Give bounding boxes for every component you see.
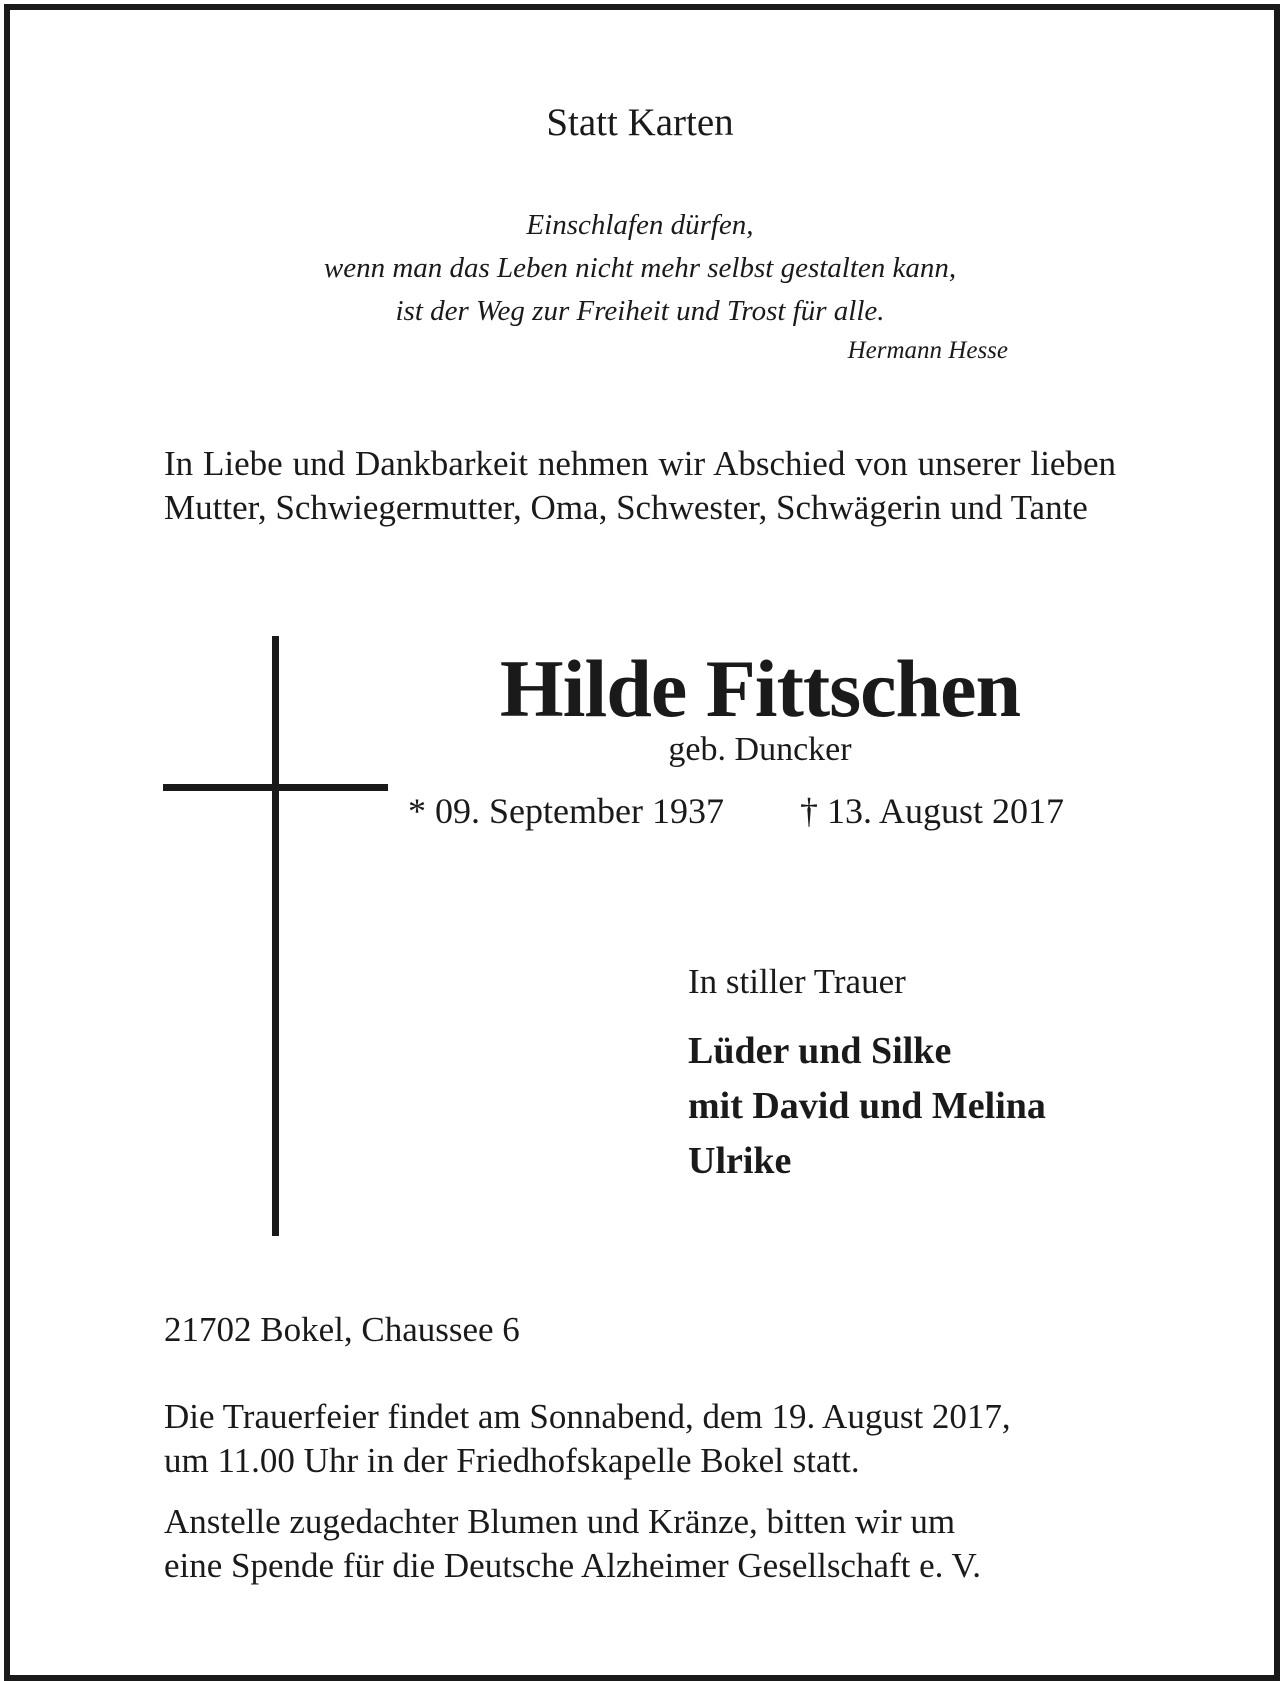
- header-text: Statt Karten: [546, 101, 734, 144]
- poem-line: wenn man das Leben nicht mehr selbst gestalten kann,: [323, 252, 957, 284]
- deceased-name: Hilde Fittschen: [499, 643, 1021, 734]
- poem-author: Hermann Hesse: [847, 337, 1008, 364]
- mourners-list: [688, 1024, 1046, 1189]
- funeral-line: Die Trauerfeier findet am Sonnabend, dem 19. August 2017,: [164, 1397, 1011, 1436]
- poem-line: Einschlafen dürfen,: [526, 209, 754, 241]
- mourning-intro: In stiller Trauer: [688, 962, 906, 1001]
- maiden-name: geb. Duncker: [668, 731, 852, 768]
- donation-info: [164, 1500, 1124, 1588]
- address: 21702 Bokel, Chaussee 6: [164, 1310, 520, 1349]
- death-date: † 13. August 2017: [800, 791, 1065, 831]
- poem: [240, 204, 1040, 333]
- funeral-info: [164, 1395, 1124, 1483]
- poem-line: ist der Weg zur Freiheit und Trost für alle.: [395, 295, 885, 327]
- intro-text: In Liebe und Dankbarkeit nehmen wir Abschied von unserer lieben Mutter, Schwiegermutter, Oma, Schwester, Schwägerin und Tante: [164, 444, 1116, 527]
- cross-symbol-bar: [163, 784, 388, 791]
- cross-symbol: [272, 636, 279, 1236]
- birth-date: * 09. September 1937: [408, 791, 724, 831]
- mourner-line: Ulrike: [688, 1140, 792, 1182]
- donation-line: Anstelle zugedachter Blumen und Kränze, bitten wir um: [164, 1502, 956, 1541]
- mourner-line: Lüder und Silke: [688, 1030, 952, 1072]
- mourner-line: mit David und Melina: [688, 1085, 1046, 1127]
- funeral-line: um 11.00 Uhr in der Friedhofskapelle Bokel statt.: [164, 1441, 860, 1480]
- donation-line: eine Spende für die Deutsche Alzheimer Gesellschaft e. V.: [164, 1546, 982, 1585]
